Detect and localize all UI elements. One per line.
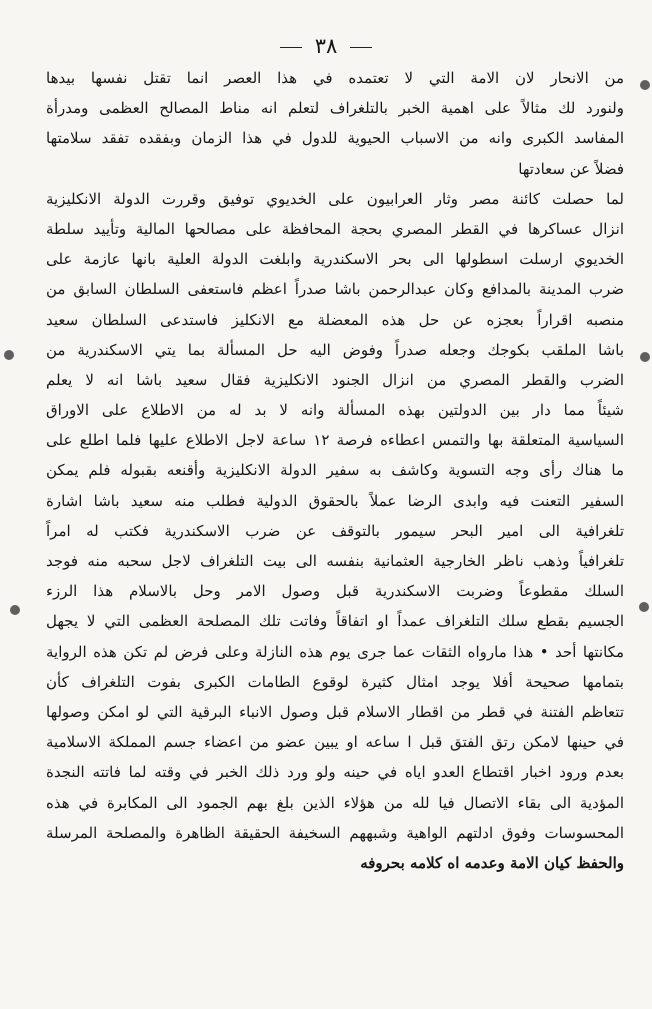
text-line: من الانحار لان الامة التي لا تعتمده في هذا العصر انما تقتل نفسها بيدها	[46, 69, 624, 87]
text-line: بتمامها صحيحة أفلا يوجد امثال كثيرة لوقوع الطامات الكبرى بفوت التلغراف كأن	[46, 672, 624, 691]
margin-ink-blot-right-2	[640, 352, 650, 362]
text-line: فضلاً عن سعادتها	[518, 159, 624, 178]
body-text	[46, 63, 624, 878]
text-line: لما حصلت كائنة مصر وثار العرابيون على الخديوي توفيق وقررت الدولة الانكليزية	[46, 189, 624, 208]
text-line: شيئاً مما دار بين الدولتين بهذه المسألة وانه لا بد له من الاطلاع على الاوراق	[46, 401, 624, 420]
margin-ink-blot-right-3	[639, 602, 649, 612]
text-line: السفير التعنت فيه وابدى الرضا عملاً بالحقوق الدولية فطلب منه سعيد باشا اشارة	[46, 491, 624, 510]
text-line: تلغرافية الى امير البحر سيمور بالتوقف عن ضرب الاسكندرية فكتب له امراً	[46, 521, 624, 540]
margin-ink-blot-left-1	[4, 350, 14, 360]
page-number	[0, 34, 652, 58]
text-line: تلغرافياً وذهب ناظر الخارجية العثمانية بنفسه الى بيت التلغراف لاجل سحبه منه فوجد	[46, 552, 624, 570]
text-line: المؤدية الى بقاء الاتصال فيا لله من هؤلاء الذين بلغ بهم الجمود الى المكابرة في هذه	[46, 793, 624, 812]
text-line: انزال عساكرها في القطر المصري بحجة المحافظة على مصالحها المالية وتأييد سلطة	[46, 219, 624, 238]
text-line: ولنورد لك مثالاً على اهمية الخبر بالتلغراف لتعلم انه مناط المصالح العظمى ومدرأة	[46, 99, 624, 118]
page-number-right-dash	[350, 47, 372, 48]
text-line: والحفظ كيان الامة وعدمه اه كلامه بحروفه	[360, 853, 624, 872]
text-line: الجسيم بقطع سلك التلغراف عمداً او اتفاقاً وفاتت تلك المصلحة العظمى التي لا يجهل	[46, 612, 624, 631]
text-line: السياسية المتعلقة بها والتمس اعطاءه فرصة ١٢ ساعة لاجل الاطلاع عليها فلما اطلع على	[46, 431, 624, 450]
text-line: ما هناك رأى وجه التسوية وكاشف به سفير الدولة الانكليزية وأقنعه بقبوله فلم يمكن	[46, 461, 624, 480]
margin-ink-blot-right-1	[640, 80, 650, 90]
text-line: المحسوسات وفوق ادلتهم الواهية وشبههم السخيفة الحقيقة الظاهرة والمصلحة المرسلة	[46, 823, 624, 842]
text-line: مكانتها أحد • هذا مارواه الثقات عما جرى يوم هذه النازلة وعلى فرض لم تكن هذه الرواية	[46, 642, 624, 661]
page-number-text: ٣٨	[314, 34, 338, 58]
text-line: في حينها لامكن رتق الفتق قبل ا ساعه او يبين عضو من اعضاء جسم المملكة الاسلامية	[46, 733, 624, 752]
text-line: المفاسد الكبرى وانه من الاسباب الحيوية للدول في هذا الزمان وبفقده تفقد سلامتها	[46, 129, 624, 148]
text-line: تتعاظم الفتنة في قطر من اقطار الاسلام قبل وصول الانباء البرقية التي لو امكن وصولها	[46, 702, 624, 721]
text-line: منصبه اقراراً بعجزه عن حل هذه المعضلة مع الانكليز فاستدعى السلطان سعيد	[46, 310, 624, 329]
text-line: الخديوي ارسلت اسطولها الى بحر الاسكندرية وابلغت الدولة العلية بانها عازمة على	[46, 250, 624, 269]
page-number-left-dash	[280, 47, 302, 48]
text-line: بعدم ورود اخبار اقتطاع العدو اياه في حينه ولو ورد ذلك الخبر في وقته لما فاتته النجدة	[46, 763, 624, 782]
text-line: ضرب المدينة بالمدافع وكان عبدالرحمن باشا صدراً اعظم فاستعفى السلطان السابق من	[46, 280, 624, 299]
text-line: السلك مقطوعاً وضربت الاسكندرية قبل وصول الامر وحل بالاسلام هذا الرزء	[46, 582, 624, 601]
text-line: الضرب والقطر المصري من انزال الجنود الانكليزية فقال سعيد باشا انه لا يعلم	[46, 370, 624, 389]
margin-ink-blot-left-2	[10, 605, 20, 615]
text-line: باشا الملقب بكوجك وجعله صدراً وفوض اليه حل المسألة بما يتي الاسكندرية من	[46, 340, 624, 359]
